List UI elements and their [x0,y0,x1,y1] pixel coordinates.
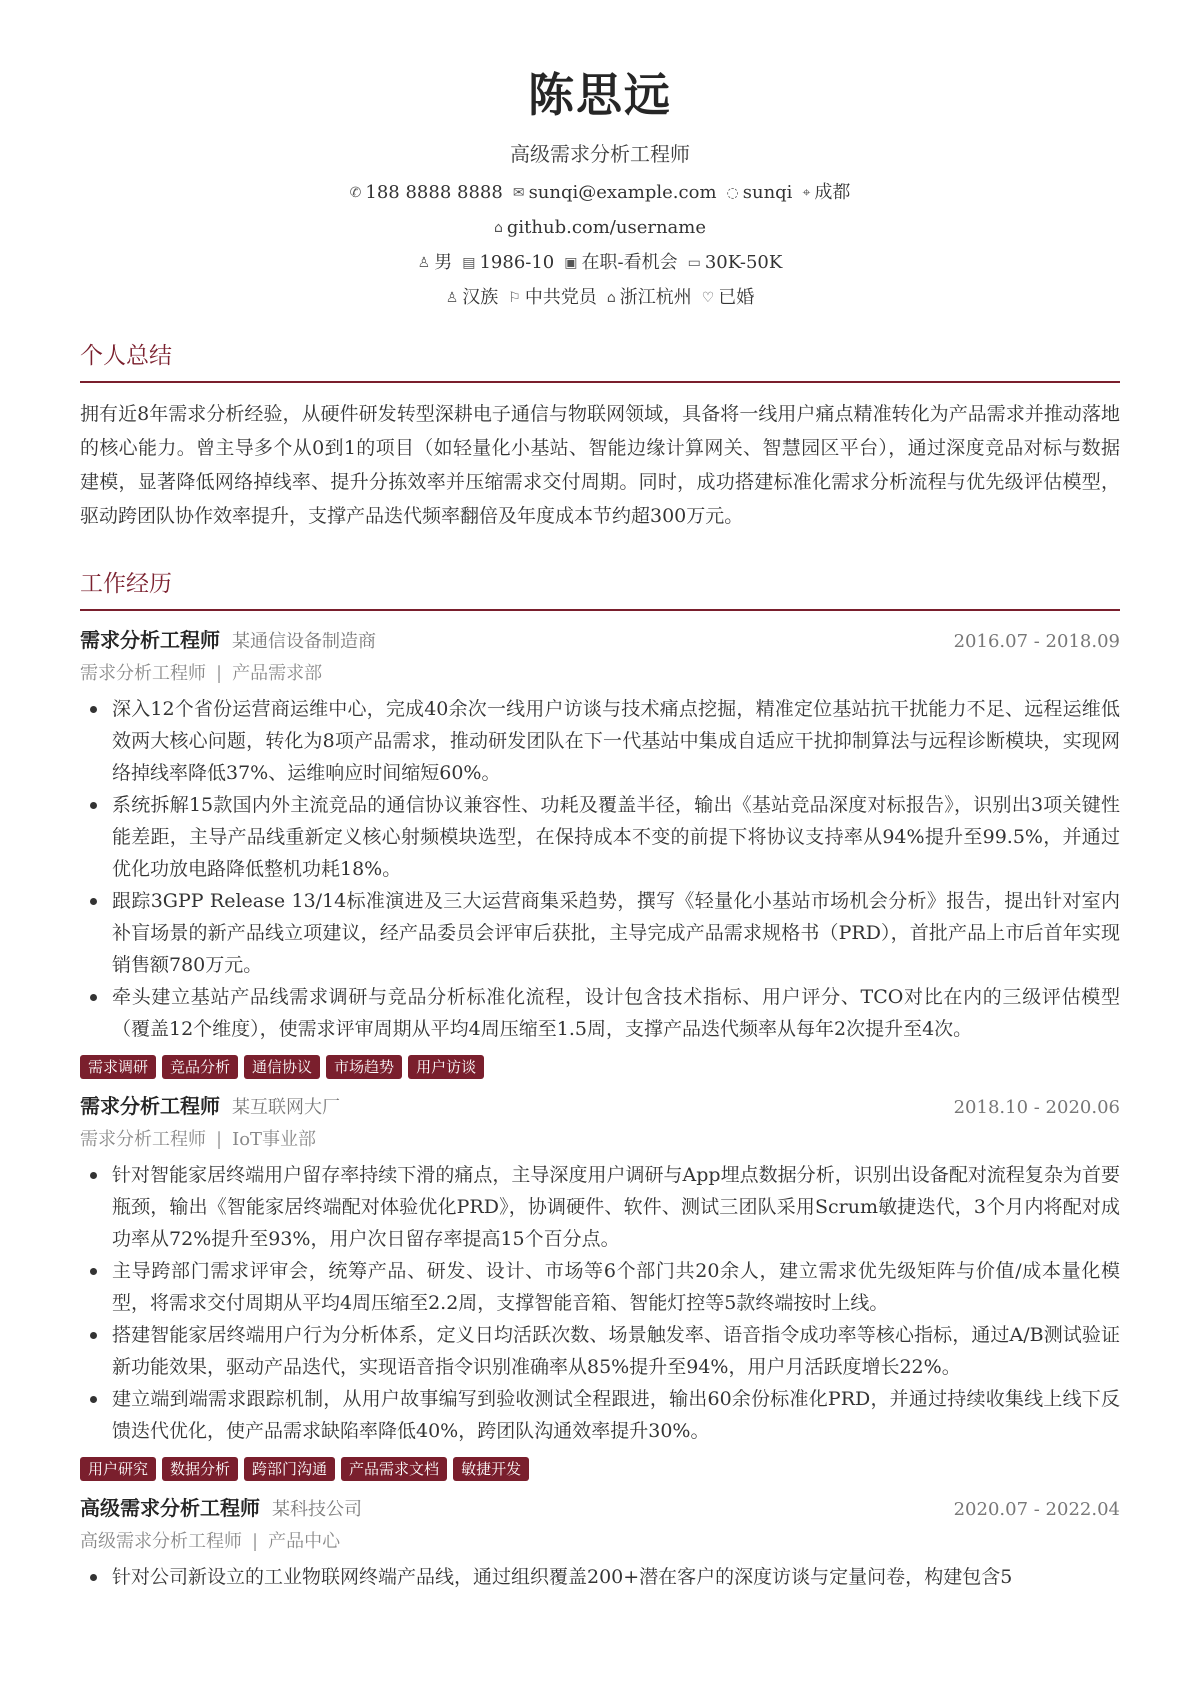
job-sub-separator: | [216,1129,223,1150]
info-item [802,180,850,206]
contact-line-1 [80,180,1120,206]
summary-heading: 个人总结 [80,339,1120,383]
user-icon: ♙ [417,255,431,271]
job-header-left [80,1091,340,1123]
info-item [350,180,503,206]
skill-tag: 用户访谈 [408,1055,484,1079]
job-sub-separator: | [216,663,223,684]
job-bullet: 主导跨部门需求评审会，统筹产品、研发、设计、市场等6个部门共20余人，建立需求优先级矩阵与价值/成本量化模型，将需求交付周期从平均4周压缩至2.2周，支撑智能音箱、智能灯控等5款终端按时上线。 [80,1255,1120,1319]
wechat-icon: ◌ [726,185,739,201]
job-bullet: 深入12个省份运营商运维中心，完成40余次一线用户访谈与技术痛点挖掘，精准定位基站抗干扰能力不足、远程运维低效两大核心问题，转化为8项产品需求，推动研发团队在下一代基站中集成自适应干扰抑制算法与远程诊断模块，实现网络掉线率降低37%、运维响应时间缩短60%。 [80,693,1120,789]
skill-tag: 市场趋势 [326,1055,402,1079]
flag-icon: ⚐ [508,290,521,306]
info-text[interactable]: sunqi@example.com [528,182,717,203]
mail-icon: ✉ [512,185,525,201]
job-company: 某互联网大厂 [232,1097,340,1118]
job-header [80,625,1120,657]
contact-line-2 [80,215,1120,241]
experience-section [80,567,1120,1593]
info-text: 浙江杭州 [619,287,692,308]
info-text: 已婚 [718,287,755,308]
people-icon: ♙ [445,290,459,306]
job-role: 需求分析工程师 [80,1129,206,1150]
summary-section [80,339,1120,533]
job-header [80,1493,1120,1525]
personal-line-1 [80,250,1120,276]
job-company: 某科技公司 [272,1499,362,1520]
calendar-icon: ▤ [462,255,476,271]
job-sub-separator: | [252,1531,259,1552]
info-item [564,250,677,276]
info-item [418,250,453,276]
job-subtitle [80,1125,1120,1155]
job-bullet: 针对智能家居终端用户留存率持续下滑的痛点，主导深度用户调研与App埋点数据分析，识别出设备配对流程复杂为首要瓶颈，输出《智能家居终端配对体验优化PRD》，协调硬件、软件、测试三团队采用Scrum敏捷迭代，3个月内将配对成功率从72%提升至93%，用户次日留存率提高15个百分点。 [80,1159,1120,1255]
job-subtitle [80,1527,1120,1557]
job-department: IoT事业部 [232,1129,317,1150]
info-text: 在职-看机会 [581,252,678,273]
info-text: 成都 [814,182,851,203]
briefcase-icon: ▣ [564,255,578,271]
job-bullet: 跟踪3GPP Release 13/14标准演进及三大运营商集采趋势，撰写《轻量化小基站市场机会分析》报告，提出针对室内补盲场景的新产品线立项建议，经产品委员会评审后获批，主导完成产品需求规格书（PRD），首批产品上市后首年实现销售额780万元。 [80,885,1120,981]
job-bullet: 建立端到端需求跟踪机制，从用户故事编写到验收测试全程跟进，输出60余份标准化PRD，并通过持续收集线上线下反馈迭代优化，使产品需求缺陷率降低40%，跨团队沟通效率提升30%。 [80,1383,1120,1447]
info-text: 30K-50K [704,252,783,273]
job-subtitle [80,659,1120,689]
info-item [688,250,783,276]
job-bullets [80,1561,1120,1593]
job-entry [80,625,1120,1079]
info-text: sunqi [742,182,793,203]
job-department: 产品中心 [268,1531,341,1552]
info-item[interactable] [513,180,717,206]
job-entry [80,1091,1120,1481]
skill-tags [80,1457,1120,1481]
job-bullet: 针对公司新设立的工业物联网终端产品线，通过组织覆盖200+潜在客户的深度访谈与定量问卷，构建包含5 [80,1561,1120,1593]
info-item [727,180,793,206]
skill-tag: 通信协议 [244,1055,320,1079]
info-text: 1986-10 [479,252,555,273]
job-department: 产品需求部 [232,663,323,684]
personal-line-2 [80,285,1120,311]
job-bullet: 系统拆解15款国内外主流竞品的通信协议兼容性、功耗及覆盖半径，输出《基站竞品深度对标报告》，识别出3项关键性能差距，主导产品线重新定义核心射频模块选型，在保持成本不变的前提下将协议支持率从94%提升至99.5%，并通过优化功放电路降低整机功耗18%。 [80,789,1120,885]
skill-tag: 需求调研 [80,1055,156,1079]
info-item[interactable] [494,215,706,241]
skill-tag: 竞品分析 [162,1055,238,1079]
job-title: 需求分析工程师 [80,1094,220,1118]
job-title: 高级需求分析工程师 [80,1496,260,1520]
job-company: 某通信设备制造商 [232,631,376,652]
heart-icon: ♡ [701,290,715,306]
skill-tag: 用户研究 [80,1457,156,1481]
location-icon: ⌖ [802,185,811,201]
info-text: 188 8888 8888 [365,182,503,203]
info-text: 汉族 [462,287,499,308]
info-text[interactable]: github.com/username [506,217,706,238]
phone-icon: ✆ [349,185,362,201]
skill-tag: 敏捷开发 [453,1457,529,1481]
job-header [80,1091,1120,1123]
skill-tag: 跨部门沟通 [244,1457,335,1481]
skill-tag: 数据分析 [162,1457,238,1481]
info-item [607,285,692,311]
job-header-left [80,1493,362,1525]
job-role: 需求分析工程师 [80,663,206,684]
home-icon: ⌂ [606,290,616,306]
info-item [446,285,499,311]
job-title: 需求分析工程师 [80,628,220,652]
job-list [80,625,1120,1593]
info-item [462,250,554,276]
github-icon: ⌂ [493,220,503,236]
job-header-left [80,625,376,657]
candidate-title: 高级需求分析工程师 [510,142,690,166]
job-entry [80,1493,1120,1593]
experience-heading: 工作经历 [80,567,1120,611]
skill-tags [80,1055,1120,1079]
job-bullets [80,1159,1120,1447]
money-icon: ▭ [687,255,701,271]
job-bullets [80,693,1120,1045]
info-text: 中共党员 [524,287,597,308]
resume-header [80,0,1120,311]
job-date: 2020.07 - 2022.04 [953,1499,1120,1520]
job-bullet: 牵头建立基站产品线需求调研与竞品分析标准化流程，设计包含技术指标、用户评分、TCO对比在内的三级评估模型（覆盖12个维度），使需求评审周期从平均4周压缩至1.5周，支撑产品迭代频率从每年2次提升至4次。 [80,981,1120,1045]
job-bullet: 搭建智能家居终端用户行为分析体系，定义日均活跃次数、场景触发率、语音指令成功率等核心指标，通过A/B测试验证新功能效果，驱动产品迭代，实现语音指令识别准确率从85%提升至94%，用户月活跃度增长22%。 [80,1319,1120,1383]
skill-tag: 产品需求文档 [341,1457,447,1481]
job-role: 高级需求分析工程师 [80,1531,242,1552]
info-item [702,285,755,311]
job-date: 2018.10 - 2020.06 [953,1097,1120,1118]
candidate-name: 陈思远 [528,68,672,122]
summary-text: 拥有近8年需求分析经验，从硬件研发转型深耕电子通信与物联网领域，具备将一线用户痛点精准转化为产品需求并推动落地的核心能力。曾主导多个从0到1的项目（如轻量化小基站、智能边缘计算网关、智慧园区平台），通过深度竞品对标与数据建模，显著降低网络掉线率、提升分拣效率并压缩需求交付周期。同时，成功搭建标准化需求分析流程与优先级评估模型，驱动跨团队协作效率提升，支撑产品迭代频率翻倍及年度成本节约超300万元。 [80,403,1120,527]
info-item [508,285,597,311]
job-date: 2016.07 - 2018.09 [953,631,1120,652]
info-text: 男 [434,252,453,273]
